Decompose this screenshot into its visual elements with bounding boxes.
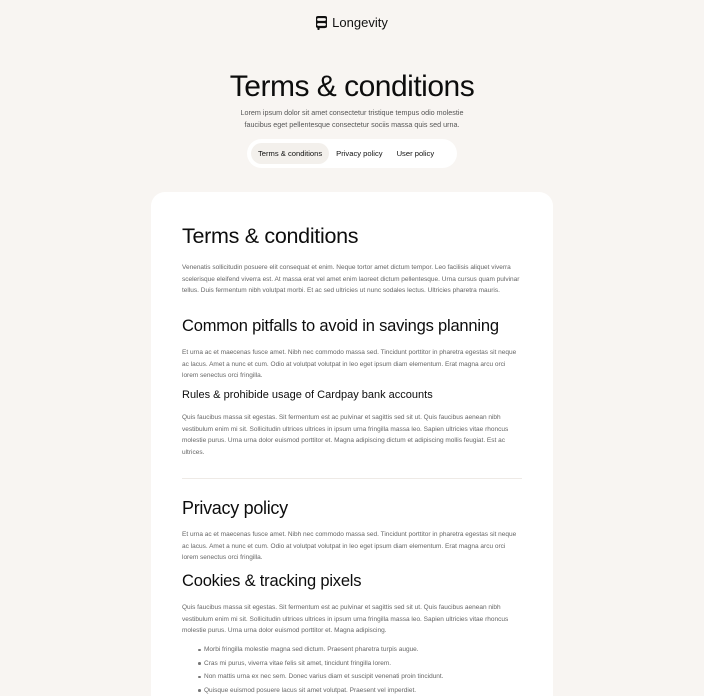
cookies-paragraph: Quis faucibus massa sit egestas. Sit fermentum est ac pulvinar et sagittis sed sit ut. Quis faucibus aenean nibh vestibulum enim mi sit. Sollicitudin ultrices ultrices in ipsum urna fringilla massa leo. Sapien ultricies vitae rhoncus molestie purus. Urna urna dolor euismod porttitor et. Magna adipiscing. (182, 604, 509, 634)
privacy-paragraph: Et urna ac et maecenas fusce amet. Nibh nec commodo massa sed. Tincidunt porttitor in pharetra egestas sit neque ac lacus. Amet a nunc et cum. Odio at volutpat volutpat in leo eget ipsum diam elementum. Erat magna arcu orci lorem senectus orci fringilla. (182, 531, 517, 561)
page-title: Terms & conditions (229, 70, 475, 103)
rules-paragraph: Quis faucibus massa sit egestas. Sit fermentum est ac pulvinar et sagittis sed sit ut. Quis faucibus aenean nibh vestibulum enim mi sit. Sollicitudin ultrices ultrices in ipsum urna fringilla massa leo. Sapien ultricies vitae rhoncus molestie purus. Urna urna dolor euismod porttitor et. Magna adipiscing dictum et adipiscing mollis feugiat. Est ac ultrices. (182, 414, 509, 456)
privacy-heading: Privacy policy (182, 498, 288, 518)
policy-tabs (247, 139, 457, 168)
list-item: Non mattis urna ex nec sem. Donec varius diam et suscipit venenati proin tincidunt. (198, 670, 518, 684)
tab-privacy-policy[interactable]: Privacy policy (336, 149, 383, 158)
rules-heading: Rules & prohibide usage of Cardpay bank accounts (182, 389, 433, 401)
list-item: Cras mi purus, viverra vitae felis sit amet, tincidunt fringilla lorem. (198, 657, 518, 671)
page-subtitle: Lorem ipsum dolor sit amet consectetur tristique tempus odio molestie faucibus eget pellentesque consectetur sociis massa quis sed urna. (240, 108, 464, 129)
pitfalls-paragraph: Et urna ac et maecenas fusce amet. Nibh nec commodo massa sed. Tincidunt porttitor in pharetra egestas sit neque ac lacus. Amet a nunc et cum. Odio at volutpat volutpat in leo eget ipsum diam elementum. Erat magna arcu orci lorem senectus orci fringilla. (182, 349, 517, 379)
list-item: Quisque euismod posuere lacus sit amet volutpat. Praesent vel imperdiet. (198, 684, 518, 696)
terms-paragraph: Venenatis sollicitudin posuere elit consequat et enim. Neque tortor amet dictum tempor. Leo facilisis aliquet viverra scelerisque eleifend viverra est. At massa erat vel amet enim laoreet dictum pellentesque. Urna cursus quam pulvinar tellus. Duis fermentum nibh volutpat morbi. Et ac sed ultricies ut nunc sodales lectus. Ultricies pharetra mauris. (182, 264, 520, 294)
brand-name: Longevity (332, 15, 388, 30)
cookies-bullet-list (198, 643, 518, 696)
tab-user-policy[interactable]: User policy (396, 149, 435, 158)
list-item: Morbi fringilla molestie magna sed dictum. Praesent pharetra turpis augue. (198, 643, 518, 657)
cookies-heading: Cookies & tracking pixels (182, 572, 362, 590)
section-divider (182, 478, 522, 479)
tab-terms-conditions[interactable]: Terms & conditions (251, 143, 329, 164)
terms-heading: Terms & conditions (182, 224, 359, 248)
pitfalls-heading: Common pitfalls to avoid in savings planning (182, 317, 499, 335)
content-card (151, 192, 553, 696)
longevity-logo-icon (316, 16, 327, 30)
brand[interactable] (0, 15, 704, 30)
